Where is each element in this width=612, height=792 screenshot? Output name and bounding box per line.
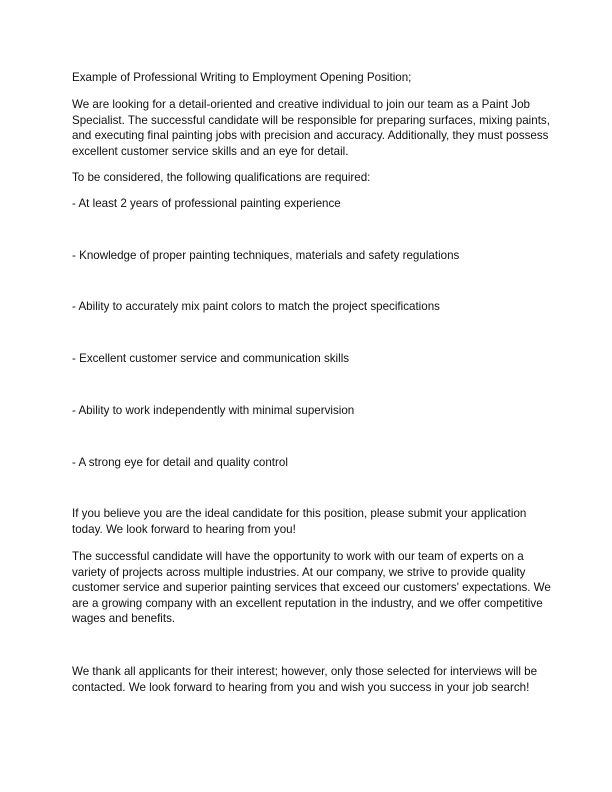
call-to-action-paragraph: If you believe you are the ideal candidate for this position, please submit your application today. We look forward to hearing from you! <box>72 507 527 536</box>
intro-paragraph: We are looking for a detail-oriented and creative individual to join our team as a Paint Job Specialist. The successful candidate will be responsible for preparing surfaces, mixing paints, and executing final painting jobs with precision and accuracy. Additionally, they must possess excellent customer service skills and an eye for detail. <box>72 98 550 158</box>
qualification-item: - Ability to accurately mix paint colors to match the project specifications <box>72 300 440 313</box>
qualification-item: - A strong eye for detail and quality control <box>72 456 288 469</box>
qualification-item: - Excellent customer service and communication skills <box>72 352 350 365</box>
qualifications-heading: To be considered, the following qualifications are required: <box>72 171 371 184</box>
document-title: Example of Professional Writing to Employment Opening Position; <box>72 71 412 84</box>
company-details-paragraph: The successful candidate will have the opportunity to work with our team of experts on a variety of projects across multiple industries. At our company, we strive to provide quality customer service and superior painting services that exceed our customers' expectations. We are a growing company with an excellent reputation in the industry, and we offer competitive wages and benefits. <box>72 550 551 625</box>
qualification-item: - Ability to work independently with minimal supervision <box>72 404 355 417</box>
closing-paragraph: We thank all applicants for their interest; however, only those selected for interviews will be contacted. We look forward to hearing from you and wish you success in your job search! <box>72 665 538 694</box>
qualification-item: - At least 2 years of professional painting experience <box>72 197 341 210</box>
qualification-item: - Knowledge of proper painting techniques, materials and safety regulations <box>72 249 460 262</box>
